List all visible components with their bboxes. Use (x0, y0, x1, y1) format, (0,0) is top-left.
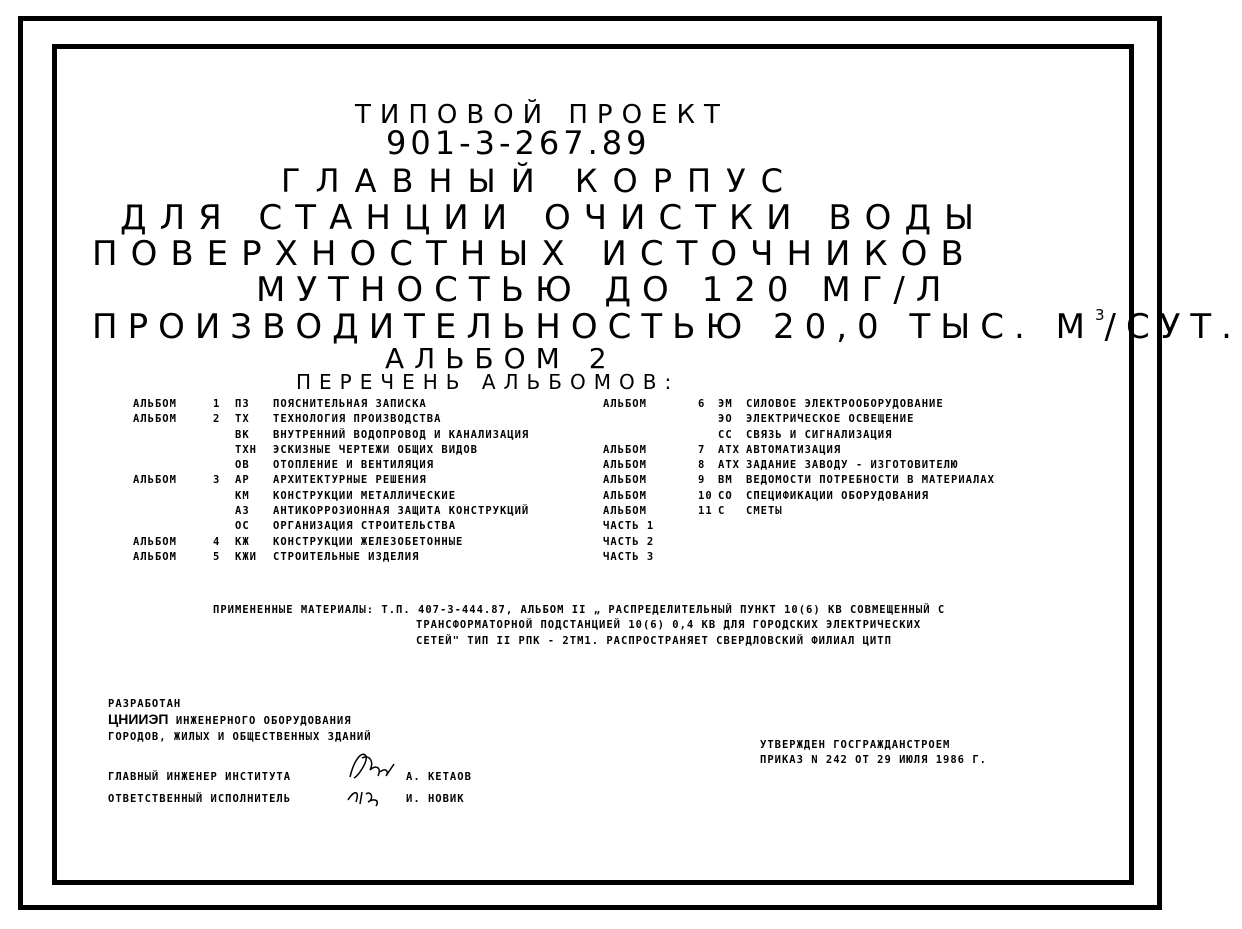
album-num: 6 (698, 398, 706, 410)
album-title: ОТОПЛЕНИЕ И ВЕНТИЛЯЦИЯ (273, 459, 435, 472)
album-album (133, 489, 213, 504)
signature-name: И. НОВИК (406, 793, 465, 806)
album-album (133, 443, 213, 458)
album-row (133, 458, 529, 473)
album-code: АР (235, 474, 250, 487)
album-code: КМ (235, 489, 250, 502)
album-num (213, 428, 235, 443)
signature-row (108, 767, 472, 789)
album-num (213, 458, 235, 473)
signature-role: ГЛАВНЫЙ ИНЖЕНЕР ИНСТИТУТА (108, 771, 292, 784)
album-row (603, 458, 995, 473)
album-title: СМЕТЫ (746, 505, 783, 518)
album-code: ТХН (235, 443, 257, 456)
capacity-main: ПРОИЗВОДИТЕЛЬНОСТЬЮ 20,0 ТЫС. М (92, 307, 1095, 347)
album-row (133, 504, 529, 519)
album-album: АЛЬБОМ (603, 459, 647, 472)
materials-line-3: СЕТЕЙ" ТИП II РПК - 2ТМ1. РАСПРОСТРАНЯЕТ СВЕРДЛОВСКИЙ ФИЛИАЛ ЦИТП (416, 634, 892, 647)
album-title: ЭСКИЗНЫЕ ЧЕРТЕЖИ ОБЩИХ ВИДОВ (273, 443, 479, 456)
album-title: ОРГАНИЗАЦИЯ СТРОИТЕЛЬСТВА (273, 520, 457, 533)
album-code: С (718, 505, 726, 518)
album-num (698, 428, 718, 443)
album-title: ТЕХНОЛОГИЯ ПРОИЗВОДСТВА (273, 413, 442, 426)
album-title: СТРОИТЕЛЬНЫЕ ИЗДЕЛИЯ (273, 550, 420, 563)
album-num: 3 (213, 474, 221, 487)
album-album: ЧАСТЬ 1 (603, 520, 655, 533)
album-row (603, 473, 995, 488)
album-row (133, 535, 529, 550)
album-num: 8 (698, 459, 706, 472)
purpose-line: ДЛЯ СТАНЦИИ ОЧИСТКИ ВОДЫ (120, 198, 988, 238)
album-row (603, 443, 995, 458)
developer-block (108, 697, 372, 745)
capacity-line (92, 306, 1242, 347)
album-code: ОС (235, 520, 250, 533)
album-album: АЛЬБОМ (133, 474, 177, 487)
album-code: КЖИ (235, 550, 257, 563)
album-code (718, 519, 746, 534)
album-num (698, 535, 718, 550)
album-title: СИЛОВОЕ ЭЛЕКТРООБОРУДОВАНИЕ (746, 398, 944, 410)
album-album: ЧАСТЬ 3 (603, 550, 655, 563)
album-title (746, 550, 995, 565)
album-code: ОВ (235, 459, 250, 472)
album-code: ЭО (718, 413, 733, 426)
album-code: ВК (235, 428, 250, 441)
album-code: ЭМ (718, 398, 733, 410)
album-num: 7 (698, 443, 706, 456)
signature-role: ОТВЕТСТВЕННЫЙ ИСПОЛНИТЕЛЬ (108, 793, 292, 806)
album-title: ЭЛЕКТРИЧЕСКОЕ ОСВЕЩЕНИЕ (746, 413, 915, 426)
album-album: АЛЬБОМ (603, 505, 647, 518)
signature-name: А. КЕТАОВ (406, 771, 472, 784)
album-row (603, 535, 995, 550)
album-album: АЛЬБОМ (603, 489, 647, 502)
signature-block (108, 767, 472, 811)
album-row (603, 412, 995, 427)
developer-org: ЦНИИЭП (108, 711, 169, 728)
album-title: АРХИТЕКТУРНЫЕ РЕШЕНИЯ (273, 474, 427, 487)
album-album: ЧАСТЬ 2 (603, 535, 655, 548)
album-title: СПЕЦИФИКАЦИИ ОБОРУДОВАНИЯ (746, 489, 930, 502)
album-album (603, 412, 698, 427)
album-num (213, 504, 235, 519)
album-album (133, 504, 213, 519)
album-row (133, 397, 529, 412)
project-type: ТИПОВОЙ ПРОЕКТ (355, 100, 729, 130)
album-album: АЛЬБОМ (133, 413, 177, 426)
album-title: АЛЬБОМ 2 (385, 342, 617, 375)
albums-table-left (133, 397, 529, 565)
album-row (603, 489, 995, 504)
album-code: АТХ (718, 443, 740, 456)
approval-block (760, 738, 987, 769)
album-title (746, 535, 995, 550)
building-title: ГЛАВНЫЙ КОРПУС (281, 162, 798, 200)
album-row (603, 550, 995, 565)
albums-list-heading: ПЕРЕЧЕНЬ АЛЬБОМОВ: (296, 370, 680, 394)
album-num: 9 (698, 474, 706, 487)
album-album: АЛЬБОМ (133, 535, 177, 548)
album-album: АЛЬБОМ (603, 474, 647, 487)
album-code: СС (718, 428, 733, 441)
album-row (133, 519, 529, 534)
developer-label: РАЗРАБОТАН (108, 698, 182, 710)
album-row (133, 443, 529, 458)
album-code (718, 550, 746, 565)
album-row (133, 473, 529, 488)
album-title: ЗАДАНИЕ ЗАВОДУ - ИЗГОТОВИТЕЛЮ (746, 459, 959, 472)
approval-line-1: УТВЕРЖДЕН ГОСГРАЖДАНСТРОЕМ (760, 739, 951, 751)
album-title (746, 519, 995, 534)
album-title: ВЕДОМОСТИ ПОТРЕБНОСТИ В МАТЕРИАЛАХ (746, 474, 995, 487)
developer-org-line-2: ГОРОДОВ, ЖИЛЫХ И ОБЩЕСТВЕННЫХ ЗДАНИЙ (108, 730, 372, 743)
album-num (698, 519, 718, 534)
album-num (213, 443, 235, 458)
album-album (603, 428, 698, 443)
album-row (133, 428, 529, 443)
album-album: АЛЬБОМ (603, 398, 647, 410)
album-album (133, 428, 213, 443)
album-num: 1 (213, 398, 221, 410)
album-code: ПЗ (235, 398, 250, 410)
album-row (603, 504, 995, 519)
approval-line-2: ПРИКАЗ N 242 ОТ 29 ИЮЛЯ 1986 Г. (760, 754, 987, 767)
album-code: ВМ (718, 474, 733, 487)
album-num (213, 519, 235, 534)
album-album (133, 458, 213, 473)
album-code: АЗ (235, 505, 250, 518)
album-title: ПОЯСНИТЕЛЬНАЯ ЗАПИСКА (273, 398, 427, 410)
developer-org-line (108, 712, 372, 729)
albums-table-right (603, 397, 995, 565)
turbidity-line: МУТНОСТЬЮ ДО 120 МГ/Л (256, 270, 953, 310)
materials-line-1: ПРИМЕНЕННЫЕ МАТЕРИАЛЫ: Т.П. 407-3-444.87, АЛЬБОМ II „ РАСПРЕДЕЛИТЕЛЬНЫЙ ПУНКТ 10(6) КВ СОВМЕЩЕННЫЙ С (213, 604, 946, 616)
album-num (698, 412, 718, 427)
album-album: АЛЬБОМ (133, 398, 177, 410)
materials-line-2: ТРАНСФОРМАТОРНОЙ ПОДСТАНЦИЕЙ 10(6) 0,4 КВ ДЛЯ ГОРОДСКИХ ЭЛЕКТРИЧЕСКИХ (416, 619, 922, 632)
album-num: 4 (213, 535, 221, 548)
album-row (133, 550, 529, 565)
album-code: АТХ (718, 459, 740, 472)
album-title: АВТОМАТИЗАЦИЯ (746, 443, 842, 456)
album-num: 11 (698, 505, 713, 518)
project-number: 901-3-267.89 (386, 124, 651, 162)
album-row (603, 397, 995, 412)
album-title: АНТИКОРРОЗИОННАЯ ЗАЩИТА КОНСТРУКЦИЙ (273, 505, 530, 518)
album-album: АЛЬБОМ (133, 550, 177, 563)
album-row (133, 489, 529, 504)
album-title: ВНУТРЕННИЙ ВОДОПРОВОД И КАНАЛИЗАЦИЯ (273, 428, 530, 441)
album-code: КЖ (235, 535, 250, 548)
album-code (718, 535, 746, 550)
capacity-unit: /СУТ. (1104, 307, 1242, 347)
album-code: СО (718, 489, 733, 502)
applied-materials (213, 603, 945, 649)
developer-org-rest: ИНЖЕНЕРНОГО ОБОРУДОВАНИЯ (175, 715, 352, 728)
album-row (603, 428, 995, 443)
album-row (133, 412, 529, 427)
signature-row (108, 789, 472, 811)
capacity-superscript: 3 (1094, 306, 1105, 324)
album-num (213, 489, 235, 504)
album-num: 10 (698, 489, 713, 502)
album-title: КОНСТРУКЦИИ МЕТАЛЛИЧЕСКИЕ (273, 489, 457, 502)
album-row (603, 519, 995, 534)
album-title: СВЯЗЬ И СИГНАЛИЗАЦИЯ (746, 428, 893, 441)
album-album (133, 519, 213, 534)
album-title: КОНСТРУКЦИИ ЖЕЛЕЗОБЕТОННЫЕ (273, 535, 464, 548)
album-num: 2 (213, 413, 221, 426)
album-code: ТХ (235, 413, 250, 426)
album-num: 5 (213, 550, 221, 563)
album-album: АЛЬБОМ (603, 443, 647, 456)
source-line: ПОВЕРХНОСТНЫХ ИСТОЧНИКОВ (92, 234, 977, 274)
album-num (698, 550, 718, 565)
